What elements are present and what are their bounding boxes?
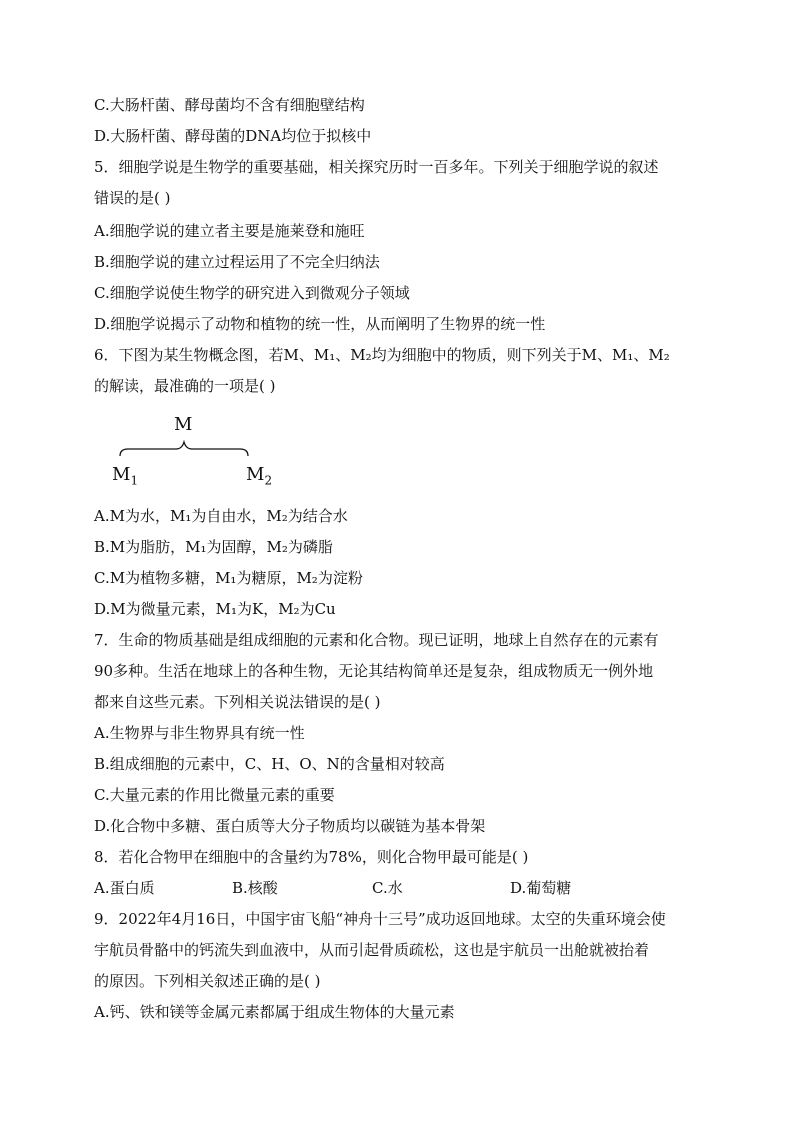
q5-option-d: D.细胞学说揭示了动物和植物的统一性，从而阐明了生物界的统一性 [94,315,546,333]
diagram-label-m1: $M_1$ [112,464,139,488]
q6-stem-line2: 的解读，最准确的一项是( ) [94,377,276,395]
concept-diagram [108,412,278,498]
q5-option-c: C.细胞学说使生物学的研究进入到微观分子领域 [94,284,410,302]
q7-stem-line1: 7．生命的物质基础是组成细胞的元素和化合物。现已证明，地球上自然存在的元素有 [94,631,659,649]
q9-option-a: A.钙、铁和镁等金属元素都属于组成生物体的大量元素 [94,1003,455,1021]
q6-option-a: A.M为水，M₁为自由水，M₂为结合水 [94,507,348,525]
q5-stem-line1: 5．细胞学说是生物学的重要基础，相关探究历时一百多年。下列关于细胞学说的叙述 [94,158,659,176]
q9-stem-line3: 的原因。下列相关叙述正确的是( ) [94,972,321,990]
q5-option-a: A.细胞学说的建立者主要是施莱登和施旺 [94,222,365,240]
q8-stem: 8．若化合物甲在细胞中的含量约为78%，则化合物甲最可能是( ) [94,848,529,866]
q8-option-c: C.水 [372,879,403,897]
q6-option-c: C.M为植物多糖，M₁为糖原，M₂为淀粉 [94,569,363,587]
q4-option-d: D.大肠杆菌、酵母菌的DNA均位于拟核中 [94,127,372,145]
q6-option-b: B.M为脂肪，M₁为固醇，M₂为磷脂 [94,538,333,556]
q7-stem-line2: 90多种。生活在地球上的各种生物，无论其结构简单还是复杂，组成物质无一例外地 [94,662,654,680]
q7-option-c: C.大量元素的作用比微量元素的重要 [94,786,335,804]
q6-stem-line1: 6．下图为某生物概念图，若M、M₁、M₂均为细胞中的物质，则下列关于M、M₁、M₂ [94,346,670,364]
diagram-label-m2: $M_2$ [246,464,273,488]
q8-option-a: A.蛋白质 [94,879,155,897]
q8-option-b: B.核酸 [232,879,278,897]
q5-option-b: B.细胞学说的建立过程运用了不完全归纳法 [94,253,380,271]
diagram-label-m: M [174,414,193,435]
q7-option-b: B.组成细胞的元素中，C、H、O、N的含量相对较高 [94,755,445,773]
q5-stem-line2: 错误的是( ) [94,189,171,207]
q6-option-d: D.M为微量元素，M₁为K，M₂为Cu [94,600,336,618]
q4-option-c: C.大肠杆菌、酵母菌均不含有细胞壁结构 [94,96,365,114]
q8-option-d: D.葡萄糖 [510,879,572,897]
q7-option-d: D.化合物中多糖、蛋白质等大分子物质均以碳链为基本骨架 [94,817,486,835]
q9-stem-line2: 宇航员骨骼中的钙流失到血液中，从而引起骨质疏松，这也是宇航员一出舱就被抬着 [94,941,650,959]
q7-stem-line3: 都来自这些元素。下列相关说法错误的是( ) [94,693,381,711]
q9-stem-line1: 9．2022年4月16日，中国宇宙飞船“神舟十三号”成功返回地球。太空的失重环境会使 [94,910,666,928]
q7-option-a: A.生物界与非生物界具有统一性 [94,724,305,742]
